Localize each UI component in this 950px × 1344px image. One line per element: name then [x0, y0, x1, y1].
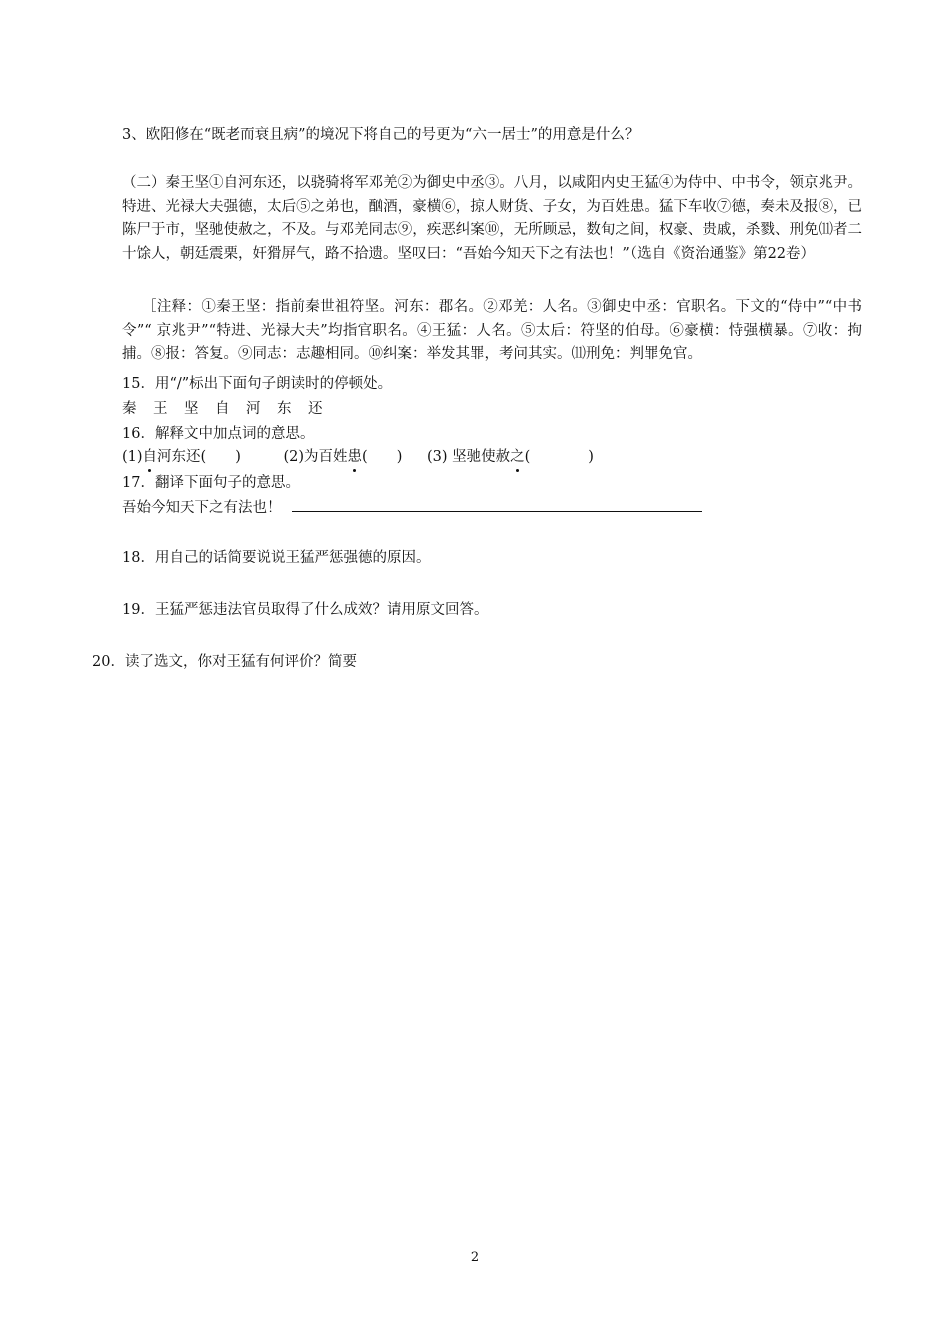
question-20: 20．读了选文，你对王猛有何评价？简要	[92, 654, 357, 670]
passage-text: （二）秦王坚①自河东还，以骁骑将军邓羌②为御史中丞③。八月，以咸阳内史王猛④为侍中、中书令，领京兆尹。特进、光禄大夫强德，太后⑤之弟也，酗酒，豪横⑥，掠人财货、子女，为百姓患。猛下车收⑦德，奏未及报⑧，已陈尸于市，坚驰使赦之，不及。与邓羌同志⑨，疾恶纠案⑩，无所顾忌，数旬之间，权豪、贵戚，杀戮、刑免⑾者二十馀人，朝廷震栗，奸猾屏气，路不拾遗。坚叹曰：“吾始今知天下之有法也！”（选自《资治通鉴》第22卷）	[122, 175, 862, 262]
dotted-word: 患	[348, 446, 363, 468]
annotation-notes: ［注释：①秦王坚：指前秦世祖符坚。河东：郡名。②邓羌：人名。③御史中丞：官职名。下文的“侍中”“中书令”“ 京兆尹”“特进、光禄大夫”均指官职名。④王猛：人名。⑤太后：符坚的伯母。⑥豪横：恃强横暴。⑦收：拘捕。⑧报：答复。⑨同志：志趣相同。⑩纠案：举发其罪，考问其实。⑾刑免：判罪免官。	[122, 299, 862, 362]
question-15-sentence	[122, 398, 339, 420]
sentence-char: 河	[246, 401, 261, 417]
question-17-sentence	[122, 497, 702, 519]
sentence-char: 王	[153, 401, 168, 417]
sentence-char: 自	[215, 401, 230, 417]
sentence-char: 还	[308, 401, 323, 417]
question-17-prompt: 17．翻译下面句子的意思。	[122, 475, 300, 491]
question-19: 19．王猛严惩违法官员取得了什么成效？请用原文回答。	[122, 602, 489, 618]
sentence-char: 坚	[184, 401, 199, 417]
page-number: 2	[470, 1250, 480, 1265]
dotted-word: 之	[510, 446, 525, 468]
question-3: 3、欧阳修在“既老而衰且病”的境况下将自己的号更为“六一居士”的用意是什么？	[122, 127, 640, 143]
answer-line[interactable]	[292, 497, 702, 512]
q16-item-2: (2)为百姓患( )	[283, 449, 402, 465]
sentence-char: 秦	[122, 401, 137, 417]
q16-item-3: (3) 坚驰使赦之( )	[427, 449, 594, 465]
question-16-prompt: 16．解释文中加点词的意思。	[122, 426, 315, 442]
sentence-char: 东	[277, 401, 292, 417]
q16-item-1: (1)自河东还( )	[122, 449, 241, 465]
question-18: 18．用自己的话简要说说王猛严惩强德的原因。	[122, 550, 431, 566]
question-16-items	[122, 446, 594, 468]
question-15-prompt: 15．用“/”标出下面句子朗读时的停顿处。	[122, 376, 393, 392]
dotted-word: 自	[143, 446, 158, 468]
translate-sentence: 吾始今知天下之有法也！	[122, 500, 282, 516]
